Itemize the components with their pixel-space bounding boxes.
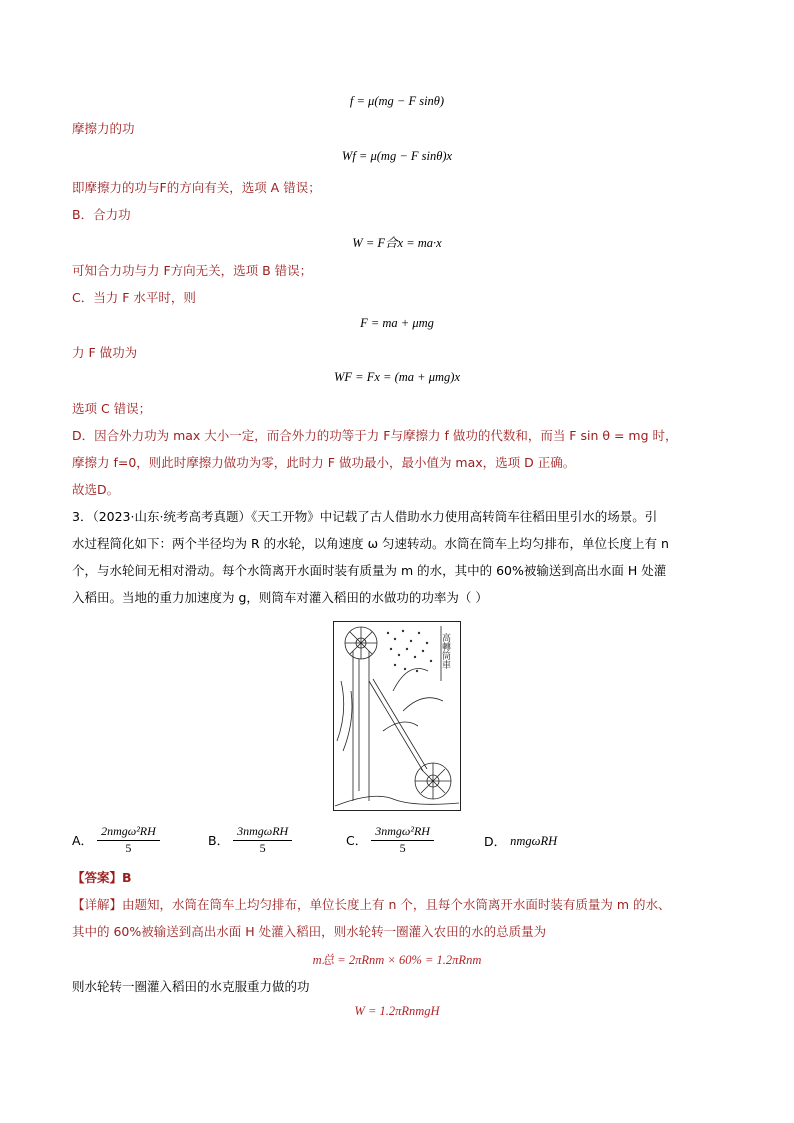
choice-a-denominator: 5 [125, 841, 132, 855]
text-line: 摩擦力的功 [72, 121, 135, 136]
friction-equation: f = μ(mg − F sinθ) [349, 94, 445, 108]
choice-c-denominator: 5 [399, 841, 406, 855]
choice-b-numerator: 3nmgωRH [233, 824, 292, 841]
choice-a[interactable] [72, 824, 160, 856]
choice-a-label: A． [72, 833, 94, 848]
choice-c-fraction [371, 824, 434, 856]
question-line: 个，与水轮间无相对滑动。每个水筒离开水面时装有质量为 m 的水，其中的 60%被输送到高出水面 H 处灌 [72, 563, 667, 578]
waterwheel-drawing [333, 621, 461, 811]
text-line: 即摩擦力的功与F的方向有关，选项 A 错误； [72, 180, 321, 195]
choice-b[interactable] [208, 824, 292, 856]
force-work-equation: WF = Fx = (ma + μmg)x [334, 370, 460, 384]
choice-b-fraction [233, 824, 292, 856]
choice-d-label: D． [484, 834, 507, 849]
text-line: 力 F 做功为 [72, 345, 138, 360]
choice-d-value: nmgωRH [510, 833, 558, 848]
explanation-line: 其中的 60%被输送到高出水面 H 处灌入稻田，则水轮转一圈灌入农田的水的总质量为 [72, 924, 547, 939]
total-mass-equation: m总 = 2πRnm × 60% = 1.2πRnm [312, 953, 482, 967]
waterwheel-illustration [333, 621, 461, 811]
choice-c-numerator: 3nmgω²RH [371, 824, 434, 841]
text-line: 摩擦力 f=0，则此时摩擦力做功为零，此时力 F 做功最小，最小值为 max，选项 D 正确。 [72, 455, 576, 470]
force-equation: F = ma + μmg [360, 316, 434, 330]
choice-c-label: C． [346, 833, 368, 848]
answer-line: 【答案】B [72, 870, 132, 885]
friction-work-equation: Wf = μ(mg − F sinθ)x [341, 149, 453, 163]
choice-d[interactable] [484, 832, 557, 850]
text-line: B．合力功 [72, 207, 131, 222]
question-line: 水过程简化如下：两个半径均为 R 的水轮，以角速度 ω 匀速转动。水筒在筒车上均匀排布，单位长度上有 n [72, 536, 669, 551]
question-line: 3．（2023·山东·统考高考真题）《天工开物》中记载了古人借助水力使用高转筒车往稻田里引水的场景。引 [72, 509, 658, 524]
explanation-line: 【详解】由题知，水筒在筒车上均匀排布，单位长度上有 n 个，且每个水筒离开水面时装有质量为 m 的水、 [72, 897, 671, 912]
choice-a-numerator: 2nmgω²RH [97, 824, 160, 841]
figure-caption: 高轉筒車 [440, 633, 450, 669]
choice-c[interactable] [346, 824, 434, 856]
choice-b-label: B． [208, 833, 230, 848]
text-line: D．因合外力功为 max 大小一定，而合外力的功等于力 F与摩擦力 f 做功的代数和，而当 F sin θ = mg 时， [72, 428, 678, 443]
text-line: 可知合力功与力 F方向无关，选项 B 错误； [72, 263, 313, 278]
text-line: 故选D。 [72, 482, 120, 497]
choice-a-fraction [97, 824, 160, 856]
net-work-equation: W = F合x = ma·x [352, 236, 442, 250]
text-line: C．当力 F 水平时，则 [72, 290, 196, 305]
question-line: 入稻田。当地的重力加速度为 g，则筒车对灌入稻田的水做功的功率为（ ） [72, 590, 488, 605]
text-line: 选项 C 错误； [72, 401, 152, 416]
choice-b-denominator: 5 [259, 841, 266, 855]
explanation-line: 则水轮转一圈灌入稻田的水克服重力做的功 [72, 979, 310, 994]
work-equation: W = 1.2πRnmgH [354, 1004, 440, 1018]
